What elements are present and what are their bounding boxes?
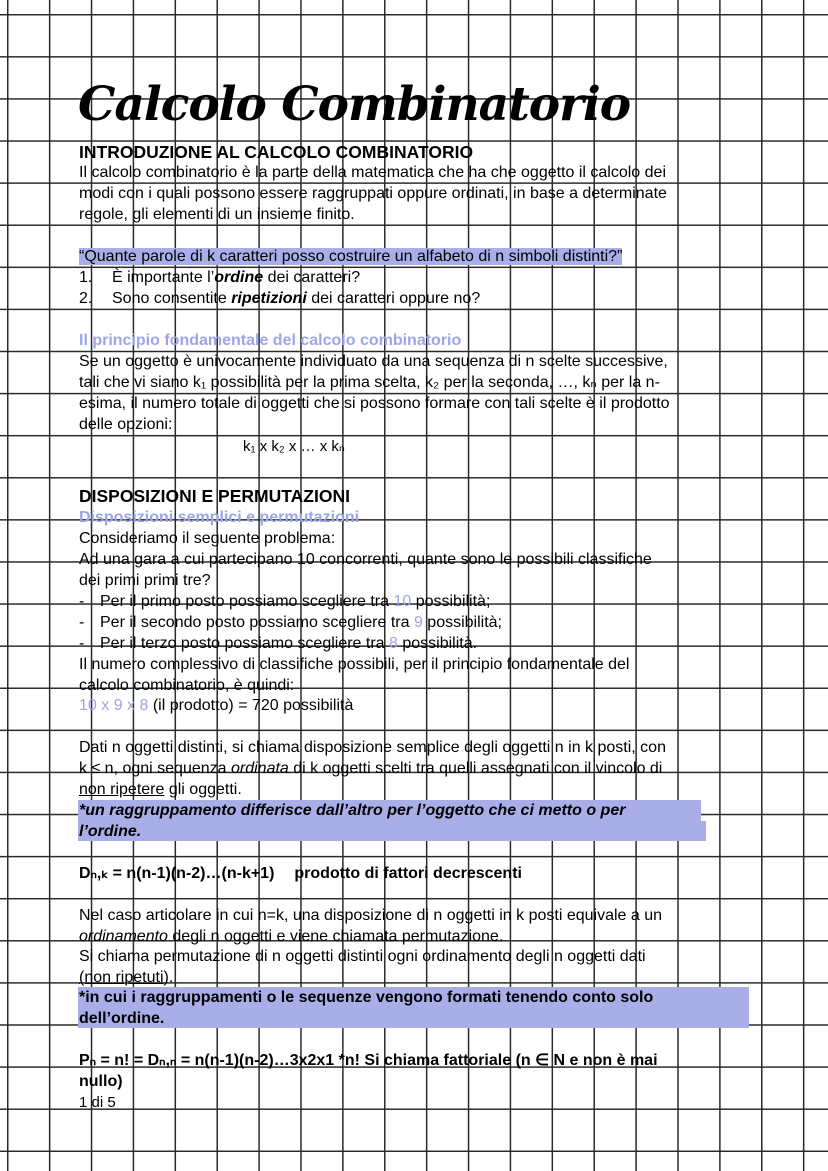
list-emphasis: ripetizioni [231, 290, 307, 307]
intro-heading: INTRODUZIONE AL CALCOLO COMBINATORIO [79, 142, 474, 162]
bullet-marker: - [79, 593, 85, 610]
permutation-emphasis: ordinamento [79, 928, 168, 945]
dispositions-subheading: Disposizioni semplici e permutazioni [79, 509, 360, 526]
intro-question [79, 247, 622, 268]
list-number: 1. [79, 269, 93, 286]
note-line: *un raggruppamento differisce dall’altro per l’oggetto che ci metto o per [79, 802, 626, 819]
principle-line: Se un oggetto è univocamente individuato da una sequenza di n scelte successive, [79, 353, 668, 370]
bullet-item [79, 634, 477, 655]
permutation-underline: (non ripetuti [79, 969, 164, 986]
list-item [79, 289, 480, 310]
principle-formula: k₁ x k₂ x … x kₙ [243, 438, 345, 455]
question-highlight: “Quante parole di k caratteri posso costruire un alfabeto di n simboli distinti?” [79, 248, 623, 265]
disposition-formula: Dₙ,ₖ = n(n-1)(n-2)…(n-k+1) [79, 865, 275, 882]
problem-line: dei primi primi tre? [79, 572, 211, 589]
page-number: 1 di 5 [79, 1094, 116, 1111]
permutation-formula: Pₙ = n! = Dₙ,ₙ = n(n-1)(n-2)…3x2x1 *n! Si chiama fattoriale (n ∈ N e non è mai [79, 1052, 658, 1069]
bullet-item [79, 592, 490, 613]
permutation-text: ). [163, 969, 174, 986]
definition-line [79, 759, 662, 780]
definition-text: gli oggetti. [164, 781, 242, 798]
bullet-text: Per il secondo posto possiamo scegliere tra [100, 614, 414, 631]
principle-line: esima, il numero totale di oggetti che si possono formare con tali scelte è il prodotto [79, 395, 670, 412]
bullet-text: possibilità; [422, 614, 502, 631]
note-highlight [78, 821, 706, 841]
intro-line: Il calcolo combinatorio è la parte della matematica che ha che oggetto il calcolo dei [79, 164, 666, 181]
definition-underline: non ripetere [79, 781, 165, 798]
bullet-text: possibilità; [411, 593, 491, 610]
list-text: dei caratteri? [263, 269, 361, 286]
list-text: È importante l’ [112, 269, 215, 286]
dispositions-heading: DISPOSIZIONI E PERMUTAZIONI [79, 486, 350, 506]
problem-line: Ad una gara a cui partecipano 10 concorrenti, quante sono le possibili classifiche [79, 551, 652, 568]
bullet-text: Per il primo posto possiamo scegliere tra [100, 593, 394, 610]
intro-line: regole, gli elementi di un insieme finito. [79, 206, 355, 223]
disposition-formula-description: prodotto di fattori decrescenti [294, 865, 522, 882]
permutation-text: degli n oggetti e viene chiamata permutazione. [167, 928, 504, 945]
note-highlight [78, 1008, 749, 1028]
bullet-text: possibilità. [397, 635, 478, 652]
page-title: Calcolo Combinatorio [78, 77, 631, 132]
principle-line: delle opzioni: [79, 416, 173, 433]
list-text: dei caratteri oppure no? [306, 290, 481, 307]
note-line: *in cui i raggruppamenti o le sequenze vengono formati tenendo conto solo [79, 989, 654, 1006]
definition-emphasis: ordinata [231, 760, 289, 777]
bullet-number: 9 [413, 614, 423, 631]
product-result: (il prodotto) = 720 possibilità [148, 697, 354, 714]
definition-line [79, 780, 242, 801]
list-text: Sono consentite [112, 290, 232, 307]
principle-line: tali che vi siano k₁ possibilità per la prima scelta, k₂ per la seconda, …, kₙ per la n- [79, 374, 660, 391]
intro-line: modi con i quali possono essere raggruppati oppure ordinati, in base a determinate [79, 185, 667, 202]
list-emphasis: ordine [214, 269, 264, 286]
note-line: l’ordine. [79, 823, 142, 840]
permutation-line: Si chiama permutazione di n oggetti distinti ogni ordinamento degli n oggetti dati [79, 948, 646, 965]
product-expression: 10 x 9 x 8 [79, 697, 149, 714]
definition-text: k ≤ n, ogni sequenza [79, 760, 231, 777]
total-line: Il numero complessivo di classifiche possibili, per il principio fondamentale del [79, 656, 630, 673]
permutation-line [79, 927, 503, 948]
principle-subheading: Il principio fondamentale del calcolo combinatorio [79, 332, 462, 349]
list-number: 2. [79, 290, 93, 307]
bullet-marker: - [79, 614, 85, 631]
bullet-number: 10 [393, 593, 412, 610]
bullet-text: Per il terzo posto possiamo scegliere tra [100, 635, 390, 652]
problem-line: Consideriamo il seguente problema: [79, 530, 336, 547]
product-line [79, 696, 353, 717]
bullet-marker: - [79, 635, 85, 652]
bullet-number: 8 [389, 635, 398, 652]
list-item [79, 268, 360, 289]
note-line: dell’ordine. [79, 1010, 165, 1027]
permutation-formula: nullo) [79, 1073, 123, 1090]
definition-line: Dati n oggetti distinti, si chiama disposizione semplice degli oggetti n in k posti, con [79, 739, 666, 756]
permutation-line: Nel caso articolare in cui n=k, una disposizione di n oggetti in k posti equivale a un [79, 907, 663, 924]
bullet-item [79, 613, 502, 634]
permutation-line [79, 968, 173, 989]
total-line: calcolo combinatorio, è quindi: [79, 677, 295, 694]
definition-text: di k oggetti scelti tra quelli assegnati con il vincolo di [288, 760, 663, 777]
disposition-formula-line [79, 864, 522, 885]
